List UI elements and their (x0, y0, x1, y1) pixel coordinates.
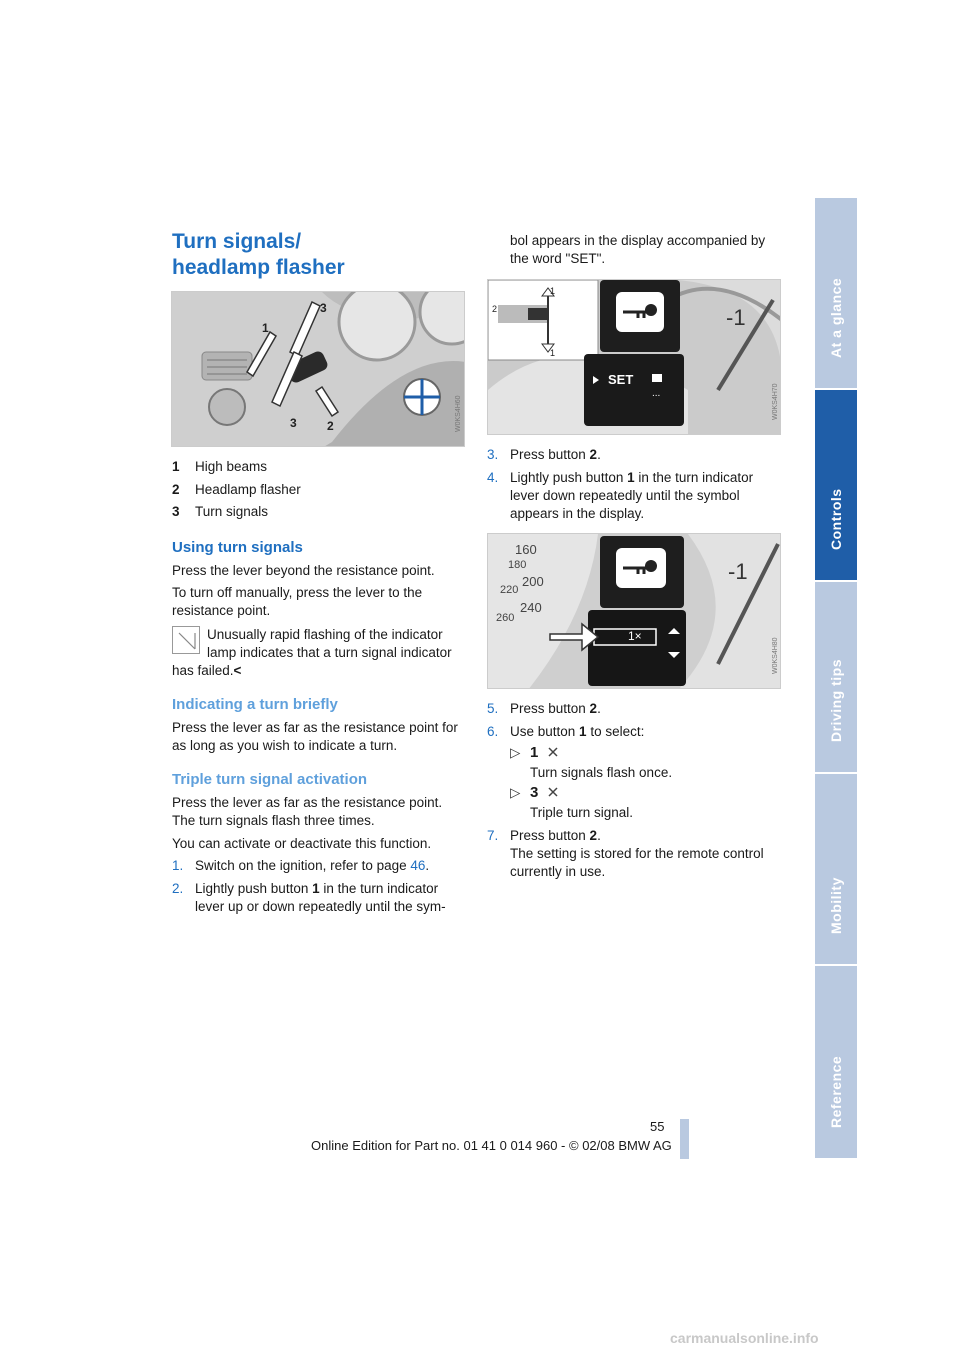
note-icon (172, 626, 200, 654)
side-tab-nav (815, 198, 857, 1160)
tab-at-a-glance[interactable]: At a glance (815, 198, 857, 390)
option-text: Turn signals flash once. (530, 765, 673, 780)
heading-triple-turn-signal: Triple turn signal activation (172, 771, 368, 788)
gauge-label: 220 (500, 584, 519, 596)
flash-symbol-icon (547, 786, 559, 798)
svg-text:1: 1 (550, 286, 556, 296)
gauge-label: 240 (520, 600, 542, 615)
svg-text:3: 3 (290, 416, 297, 430)
legend-item: 2 Headlamp flasher (172, 482, 301, 497)
figure-code: W0KS4H60 (455, 395, 462, 432)
gauge-label: 200 (522, 574, 544, 589)
svg-text:2: 2 (492, 304, 498, 314)
gauge-label: 260 (496, 612, 515, 624)
tab-controls[interactable]: Controls (815, 390, 857, 582)
footer-edition-text: Online Edition for Part no. 01 41 0 014 960 - © 02/08 BMW AG (311, 1138, 672, 1153)
note-text: has failed.< (172, 663, 242, 678)
page-title: Turn signals/ headlamp flasher (172, 230, 345, 279)
paragraph: bol appears in the display accompanied by (510, 233, 766, 248)
paragraph: the word "SET". (510, 251, 606, 266)
svg-text:3: 3 (320, 301, 327, 315)
gauge-label: 160 (515, 542, 537, 557)
display-set-figure (487, 279, 781, 435)
gauge-label: 180 (508, 559, 527, 571)
paragraph: To turn off manually, press the lever to the resistance point. (172, 585, 423, 618)
step-text: lever up or down repeatedly until the sym- (195, 899, 446, 914)
step-item: 2. Lightly push button 1 in the turn indicator (172, 881, 439, 896)
heading-using-turn-signals: Using turn signals (172, 539, 303, 556)
step-item: 5. Press button 2. (487, 701, 601, 716)
note-text: Unusually rapid flashing of the indicator (207, 627, 443, 642)
step-item: 1. Switch on the ignition, refer to page 46. (172, 858, 430, 873)
paragraph: as long as you wish to indicate a turn. (172, 738, 398, 753)
step-text: The setting is stored for the remote control (510, 846, 764, 861)
display-symbol-figure (487, 533, 781, 689)
paragraph: The turn signals flash three times. (172, 813, 375, 828)
option-item: ▷ 1 (510, 744, 559, 762)
heading-indicating-briefly: Indicating a turn briefly (172, 696, 338, 713)
step-text: lever down repeatedly until the symbol (510, 488, 740, 503)
paragraph: Press the lever as far as the resistance point for (172, 720, 458, 735)
legend-item: 1 High beams (172, 459, 268, 474)
svg-text:2: 2 (327, 419, 334, 433)
watermark: carmanualsonline.info (670, 1330, 819, 1346)
display-set-label: SET (608, 372, 634, 387)
svg-text:-1: -1 (726, 305, 746, 330)
figure-code: W0KS4H70 (772, 383, 779, 420)
step-text: currently in use. (510, 864, 606, 879)
legend-item: 3 Turn signals (172, 504, 269, 519)
step-item: 3. Press button 2. (487, 447, 601, 462)
flash-symbol-icon (547, 746, 559, 758)
page-link[interactable]: 46 (410, 858, 426, 873)
paragraph: Press the lever beyond the resistance point. (172, 563, 435, 578)
display-dots: ... (652, 388, 661, 399)
option-text: Triple turn signal. (530, 805, 634, 820)
step-item: 7. Press button 2. (487, 828, 601, 843)
tab-mobility[interactable]: Mobility (815, 774, 857, 966)
figure-code: W0KS4H80 (772, 637, 779, 674)
paragraph: You can activate or deactivate this function. (172, 836, 432, 851)
note-text: lamp indicates that a turn signal indicator (207, 645, 452, 660)
step-item: 6. Use button 1 to select: (487, 724, 645, 739)
page-number: 55 (650, 1119, 665, 1134)
step-item: 4. Lightly push button 1 in the turn indicator (487, 470, 754, 485)
display-one-x: 1× (628, 629, 642, 643)
tab-reference[interactable]: Reference (815, 966, 857, 1160)
svg-text:-1: -1 (728, 559, 748, 584)
step-text: appears in the display. (510, 506, 645, 521)
lever-figure (171, 291, 465, 447)
tab-driving-tips[interactable]: Driving tips (815, 582, 857, 774)
svg-text:1: 1 (262, 321, 269, 335)
footer-bar (680, 1119, 689, 1159)
svg-text:1: 1 (550, 348, 556, 358)
option-item: ▷ 3 (510, 784, 559, 802)
paragraph: Press the lever as far as the resistance point. (172, 795, 443, 810)
